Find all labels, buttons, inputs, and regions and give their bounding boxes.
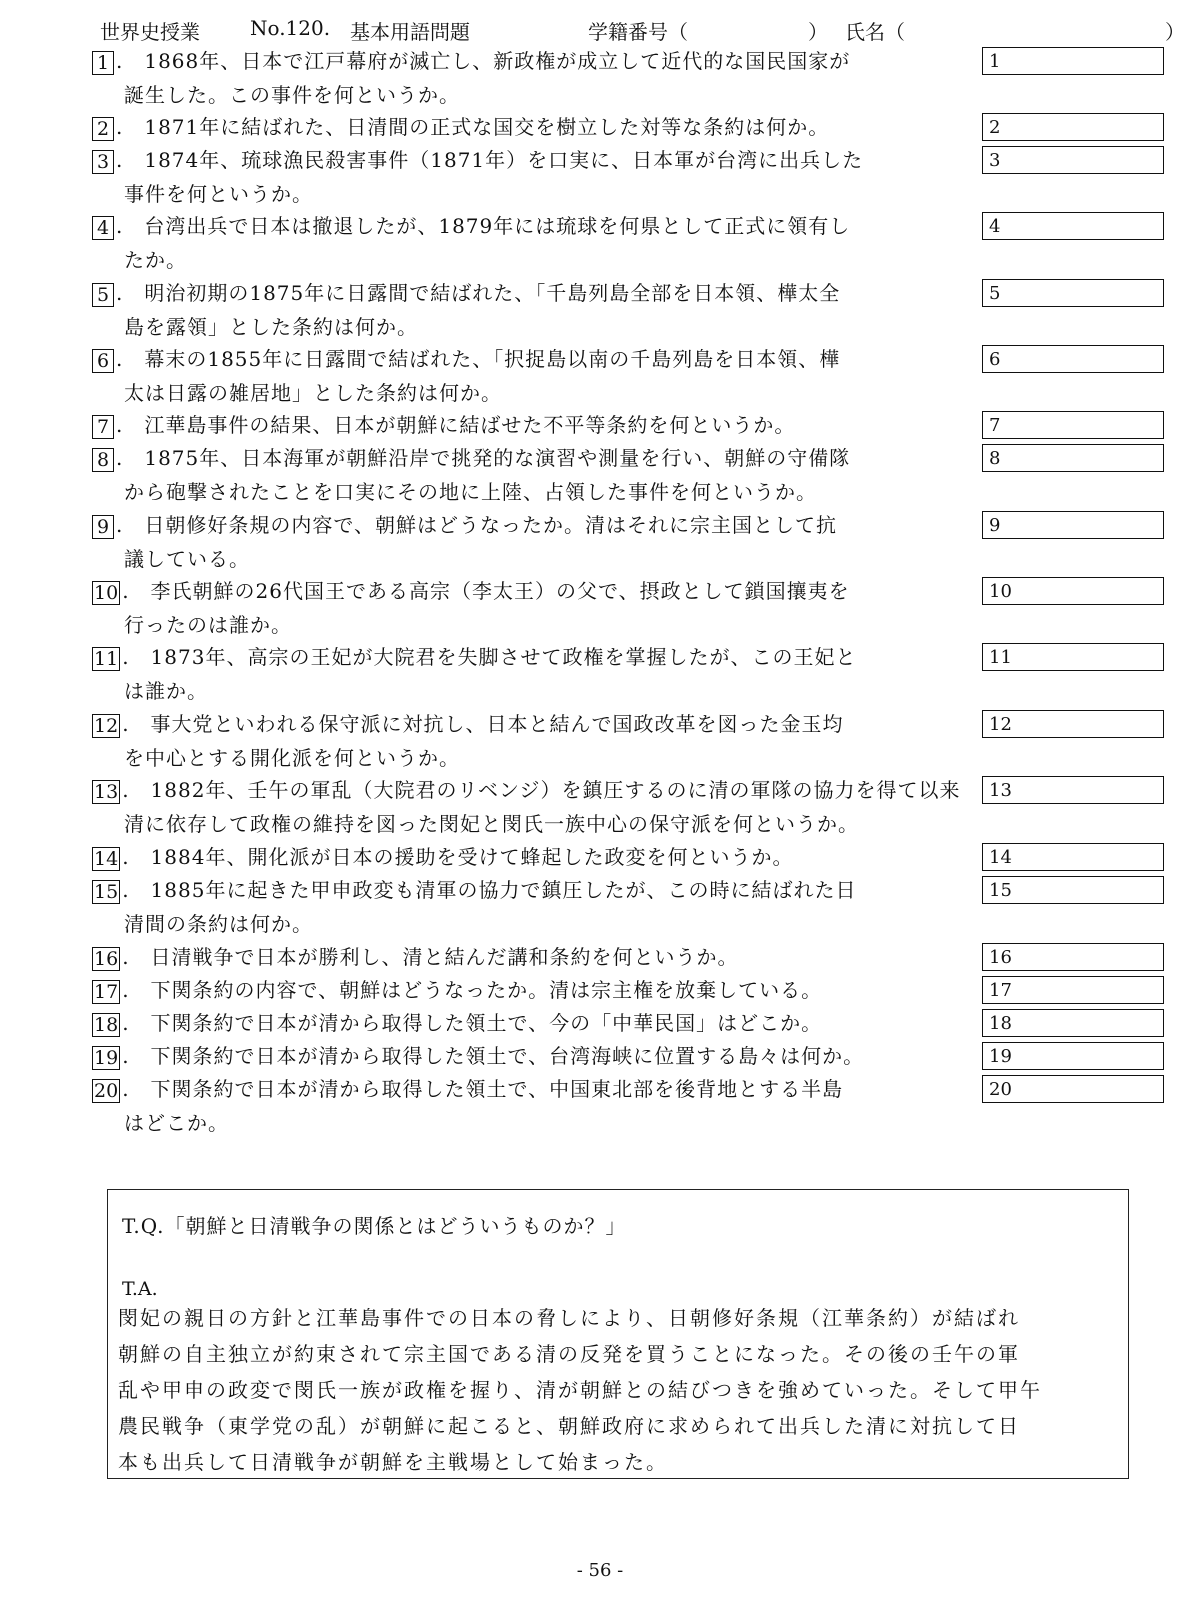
answer-box[interactable]: 11 xyxy=(982,643,1164,671)
question-number-dot: . xyxy=(122,712,129,736)
question-number: 6 xyxy=(92,349,114,373)
ta-line: 閔妃の親日の方針と江華島事件での日本の脅しにより、日朝修好条規（江華条約）が結ばれ xyxy=(118,1306,1020,1330)
question-text: 日朝修好条規の内容で、朝鮮はどうなったか。清はそれに宗主国として抗 xyxy=(144,513,837,537)
question-text: 台湾出兵で日本は撤退したが、1879年には琉球を何県として正式に領有し xyxy=(144,214,851,238)
ta-line: 朝鮮の自主独立が約束されて宗主国である清の反発を買うことになった。その後の壬午の軍 xyxy=(118,1342,1020,1366)
question-text: 1871年に結ばれた、日清間の正式な国交を樹立した対等な条約は何か。 xyxy=(144,115,830,139)
question-number-dot: . xyxy=(122,1011,129,1035)
question-number: 18 xyxy=(94,1013,119,1036)
question-text: 下関条約で日本が清から取得した領土で、台湾海峡に位置する島々は何か。 xyxy=(150,1044,865,1068)
question-number-dot: . xyxy=(116,115,123,139)
answer-box[interactable]: 7 xyxy=(982,411,1164,439)
question-item xyxy=(92,143,1142,211)
question-text: 1884年、開化派が日本の援助を受けて蜂起した政変を何というか。 xyxy=(150,845,794,869)
question-item xyxy=(92,1006,1142,1040)
question-number-dot: . xyxy=(116,446,123,470)
teacher-question-box xyxy=(107,1189,1129,1479)
question-item xyxy=(92,1072,1142,1140)
answer-box[interactable]: 4 xyxy=(982,212,1164,240)
ta-line: 農民戦争（東学党の乱）が朝鮮に起こると、朝鮮政府に求められて出兵した清に対抗して日 xyxy=(118,1414,1020,1438)
question-text-continued: 議している。 xyxy=(124,547,250,571)
question-text-continued: を中心とする開化派を何というか。 xyxy=(124,746,460,770)
question-number-dot: . xyxy=(122,878,129,902)
ta-answer-text xyxy=(118,1300,1118,1480)
question-item xyxy=(92,707,1142,775)
question-line xyxy=(92,873,1142,907)
question-number-dot: . xyxy=(116,148,123,172)
question-item xyxy=(92,574,1142,642)
answer-box[interactable]: 14 xyxy=(982,843,1164,871)
question-number-dot: . xyxy=(116,281,123,305)
question-text: 1874年、琉球漁民殺害事件（1871年）を口実に、日本軍が台湾に出兵した xyxy=(144,148,864,172)
answer-box[interactable]: 19 xyxy=(982,1042,1164,1070)
question-number: 13 xyxy=(94,780,119,803)
question-line xyxy=(92,973,1142,1007)
question-line xyxy=(92,1072,1142,1106)
question-line xyxy=(92,110,1142,144)
question-line xyxy=(92,143,1142,177)
question-line xyxy=(92,44,1142,78)
question-text: 1873年、高宗の王妃が大院君を失脚させて政権を掌握したが、この王妃と xyxy=(150,645,857,669)
question-line xyxy=(92,342,1142,376)
answer-box[interactable]: 20 xyxy=(982,1075,1164,1103)
question-number: 11 xyxy=(94,647,119,670)
question-number: 1 xyxy=(92,51,114,75)
course-title: 世界史授業 xyxy=(100,20,200,44)
page-number: - 56 - xyxy=(576,1560,624,1581)
question-item xyxy=(92,640,1142,708)
question-number: 7 xyxy=(92,415,114,439)
question-text: 1868年、日本で江戸幕府が滅亡し、新政権が成立して近代的な国民国家が xyxy=(144,49,851,73)
question-text: 日清戦争で日本が勝利し、清と結んだ講和条約を何というか。 xyxy=(150,945,739,969)
question-text: 1875年、日本海軍が朝鮮沿岸で挑発的な演習や測量を行い、朝鮮の守備隊 xyxy=(144,446,851,470)
question-number-dot: . xyxy=(116,347,123,371)
question-number-dot: . xyxy=(122,1077,129,1101)
question-text: 明治初期の1875年に日露間で結ばれた、「千島列島全部を日本領、樺太全 xyxy=(144,281,841,305)
worksheet-number: No.120. xyxy=(250,16,331,40)
question-line xyxy=(92,840,1142,874)
question-text-continued: 誕生した。この事件を何というか。 xyxy=(124,83,460,107)
question-number: 10 xyxy=(94,581,119,604)
question-text-continued: 行ったのは誰か。 xyxy=(124,613,292,637)
question-item xyxy=(92,873,1142,941)
question-number-dot: . xyxy=(122,978,129,1002)
question-number: 20 xyxy=(94,1079,119,1102)
question-number: 12 xyxy=(94,714,119,737)
answer-box[interactable]: 16 xyxy=(982,943,1164,971)
question-number: 3 xyxy=(92,150,114,174)
worksheet-subject: 基本用語問題 xyxy=(350,20,470,44)
question-line xyxy=(92,707,1142,741)
question-item xyxy=(92,408,1142,442)
question-number-dot: . xyxy=(122,945,129,969)
question-number-dot: . xyxy=(122,845,129,869)
answer-box[interactable]: 2 xyxy=(982,113,1164,141)
tq-title: T.Q.「朝鮮と日清戦争の関係とはどういうものか？」 xyxy=(122,1214,627,1238)
question-number-dot: . xyxy=(116,513,123,537)
question-text-continued: 島を露領」とした条約は何か。 xyxy=(124,315,418,339)
question-number-dot: . xyxy=(122,579,129,603)
answer-box[interactable]: 6 xyxy=(982,345,1164,373)
question-number-dot: . xyxy=(122,1044,129,1068)
answer-box[interactable]: 13 xyxy=(982,776,1164,804)
question-item xyxy=(92,276,1142,344)
question-number-dot: . xyxy=(116,413,123,437)
question-item xyxy=(92,110,1142,144)
question-number: 8 xyxy=(92,448,114,472)
answer-box[interactable]: 17 xyxy=(982,976,1164,1004)
question-item xyxy=(92,1039,1142,1073)
ta-line: 本も出兵して日清戦争が朝鮮を主戦場として始まった。 xyxy=(118,1450,668,1474)
question-line xyxy=(92,508,1142,542)
question-number: 15 xyxy=(94,880,119,903)
question-item xyxy=(92,44,1142,112)
question-line xyxy=(92,276,1142,310)
question-text: 下関条約で日本が清から取得した領土で、今の「中華民国」はどこか。 xyxy=(150,1011,823,1035)
question-number-dot: . xyxy=(116,214,123,238)
question-text-continued: から砲撃されたことを口実にその地に上陸、占領した事件を何というか。 xyxy=(124,480,817,504)
question-item xyxy=(92,508,1142,576)
question-text: 江華島事件の結果、日本が朝鮮に結ばせた不平等条約を何というか。 xyxy=(144,413,796,437)
question-item xyxy=(92,840,1142,874)
question-line xyxy=(92,408,1142,442)
question-number-dot: . xyxy=(116,49,123,73)
student-id-field[interactable]: 学籍番号（ ） xyxy=(588,20,828,44)
answer-box[interactable]: 18 xyxy=(982,1009,1164,1037)
question-number: 5 xyxy=(92,283,114,307)
question-number: 2 xyxy=(92,117,114,141)
question-item xyxy=(92,441,1142,509)
question-number: 17 xyxy=(94,980,119,1003)
worksheet-header xyxy=(100,16,1185,46)
question-line xyxy=(92,441,1142,475)
question-line xyxy=(92,1039,1142,1073)
question-number-dot: . xyxy=(122,645,129,669)
question-text: 1885年に起きた甲申政変も清軍の協力で鎮圧したが、この時に結ばれた日 xyxy=(150,878,857,902)
question-item xyxy=(92,773,1142,841)
question-item xyxy=(92,940,1142,974)
question-item xyxy=(92,973,1142,1007)
question-number-dot: . xyxy=(122,778,129,802)
question-line xyxy=(92,940,1142,974)
question-number: 14 xyxy=(94,847,119,870)
question-text: 下関条約の内容で、朝鮮はどうなったか。清は宗主権を放棄している。 xyxy=(150,978,823,1002)
answer-box[interactable]: 9 xyxy=(982,511,1164,539)
ta-label: T.A. xyxy=(122,1278,158,1300)
answer-box[interactable]: 1 xyxy=(982,47,1164,75)
question-number: 4 xyxy=(92,216,114,240)
question-line xyxy=(92,773,1142,807)
question-number: 9 xyxy=(92,515,114,539)
question-line xyxy=(92,1006,1142,1040)
question-line xyxy=(92,209,1142,243)
question-text: 事大党といわれる保守派に対抗し、日本と結んで国政改革を図った金玉均 xyxy=(150,712,844,736)
question-text: 幕末の1855年に日露間で結ばれた、「択捉島以南の千島列島を日本領、樺 xyxy=(144,347,841,371)
answer-box[interactable]: 10 xyxy=(982,577,1164,605)
answer-box[interactable]: 5 xyxy=(982,279,1164,307)
question-line xyxy=(92,640,1142,674)
question-number: 19 xyxy=(94,1046,119,1069)
answer-box[interactable]: 8 xyxy=(982,444,1164,472)
question-line xyxy=(92,574,1142,608)
question-item xyxy=(92,209,1142,277)
answer-box[interactable]: 15 xyxy=(982,876,1164,904)
ta-line: 乱や甲申の政変で閔氏一族が政権を握り、清が朝鮮との結びつきを強めていった。そして甲午 xyxy=(118,1378,1042,1402)
question-text-continued: たか。 xyxy=(124,248,187,272)
question-text: 1882年、壬午の軍乱（大院君のリベンジ）を鎮圧するのに清の軍隊の協力を得て以来 xyxy=(150,778,961,802)
question-text-continued: はどこか。 xyxy=(124,1111,229,1135)
question-number: 16 xyxy=(94,947,119,970)
question-text-continued: 清に依存して政権の維持を図った閔妃と閔氏一族中心の保守派を何というか。 xyxy=(124,812,859,836)
question-text-continued: は誰か。 xyxy=(124,679,208,703)
question-item xyxy=(92,342,1142,410)
student-name-field[interactable]: 氏名（ ） xyxy=(845,20,1185,44)
answer-box[interactable]: 3 xyxy=(982,146,1164,174)
question-text-continued: 太は日露の雑居地」とした条約は何か。 xyxy=(124,381,502,405)
question-text: 下関条約で日本が清から取得した領土で、中国東北部を後背地とする半島 xyxy=(150,1077,844,1101)
question-text: 李氏朝鮮の26代国王である高宗（李太王）の父で、摂政として鎖国攘夷を xyxy=(150,579,850,603)
answer-box[interactable]: 12 xyxy=(982,710,1164,738)
question-text-continued: 清間の条約は何か。 xyxy=(124,912,313,936)
question-text-continued: 事件を何というか。 xyxy=(124,182,313,206)
